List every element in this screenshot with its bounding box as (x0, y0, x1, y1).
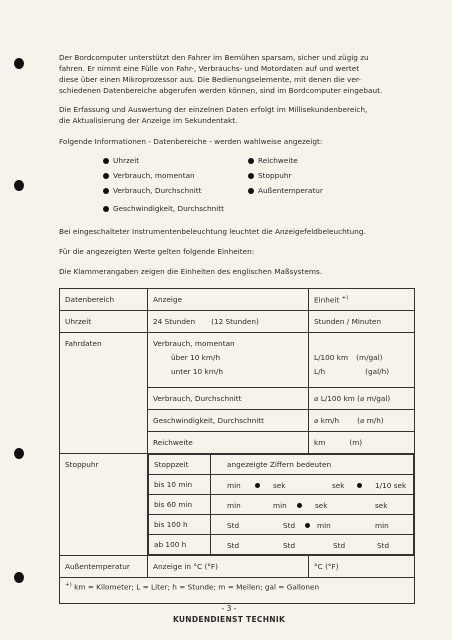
stoppuhr-subtable (148, 454, 414, 555)
cell-text: sek (375, 501, 388, 510)
table-header-row (60, 289, 415, 311)
bullet-item (103, 171, 195, 180)
cell-text: (gal/h) (365, 367, 390, 376)
cell-text: bis 10 min (149, 475, 211, 495)
footnote-marker: +) (341, 294, 349, 301)
bullet-item (248, 171, 291, 180)
info-bullet-list (103, 156, 403, 218)
cell-text: Std (377, 541, 390, 550)
cell-text: bis 100 h (149, 515, 211, 535)
cell-text: Std (283, 541, 296, 550)
einheiten-paragraph (59, 246, 431, 257)
punch-hole (14, 58, 24, 69)
bullet-icon (103, 206, 109, 212)
row-label: Außentemperatur (60, 556, 148, 578)
cell-text: 1/10 sek (375, 481, 407, 490)
bullet-item (248, 156, 298, 165)
table-row-stoppuhr (60, 454, 415, 556)
cell-text: ab 100 h (149, 535, 211, 555)
cell-text: Anzeige in °C (°F) (148, 556, 309, 578)
cell-text: sek (315, 501, 328, 510)
bullet-icon (103, 158, 109, 164)
cell-text: ⌀ km/h (314, 416, 340, 425)
bullet-icon (248, 158, 254, 164)
footnote-marker: +) (65, 582, 72, 588)
unit-line (314, 365, 409, 379)
cell-text: min (273, 501, 287, 510)
bullet-label: Verbrauch, Durchschnitt (113, 186, 202, 195)
bullet-icon (103, 173, 109, 179)
bullet-label: Stoppuhr (258, 171, 292, 180)
text-line: Bei eingeschalteter Instrumentenbeleuchtung leuchtet die Anzeigefeldbeleuchtung. (59, 227, 366, 236)
cell-text: 24 Stunden (153, 317, 196, 326)
punch-hole (14, 180, 24, 191)
text-line: fahren. Er nimmt eine Fülle von Fahr-, Verbrauchs- und Motordaten auf und wertet (59, 64, 360, 73)
cell-text: km (314, 438, 326, 447)
cell-text: sek (273, 481, 286, 490)
text-line: schiedenen Datenbereiche abgerufen werden können, sind im Bordcomputer eingebaut. (59, 86, 383, 95)
bullet-item (103, 156, 139, 165)
cell-unit (309, 388, 415, 410)
cell-text: L/100 km (314, 353, 349, 362)
page-footer (59, 604, 399, 624)
cell-text: Std (333, 541, 346, 550)
stoppuhr-row (149, 535, 414, 555)
bullet-label: Verbrauch, momentan (113, 171, 195, 180)
bullet-item (103, 186, 201, 195)
separator-dot-icon (357, 483, 362, 488)
cell-unit (309, 432, 415, 454)
cell-text: min (375, 521, 389, 530)
bullet-item (103, 204, 224, 213)
unit-line (314, 351, 409, 365)
separator-dot-icon (255, 483, 260, 488)
text-line: die Aktualisierung der Anzeige im Sekundentakt. (59, 116, 238, 125)
bullet-icon (248, 173, 254, 179)
cell-text: Reichweite (148, 432, 309, 454)
header-einheit (309, 289, 415, 311)
erfassung-paragraph (59, 104, 431, 126)
table-row-fahrdaten (60, 333, 415, 388)
digits-cell (211, 475, 414, 495)
bullet-label: Uhrzeit (113, 156, 140, 165)
cell-text: (⌀ m/h) (357, 416, 384, 425)
bullet-item (248, 186, 323, 195)
cell-text: min (317, 521, 331, 530)
text-line: Die Klammerangaben zeigen die Einheiten des englischen Maßsystems. (59, 267, 323, 276)
stoppuhr-subtable-cell (148, 454, 415, 556)
cell-text: (12 Stunden) (211, 317, 259, 326)
text-line: Folgende Informationen - Datenbereiche - werden wahlweise angezeigt: (59, 137, 323, 146)
stoppuhr-row (149, 495, 414, 515)
header-datenbereich: Datenbereich (60, 289, 148, 311)
bullet-label: Außentemperatur (258, 186, 323, 195)
cell-text: Verbrauch, momentan (153, 339, 235, 348)
footer-brand: KUNDENDIENST TECHNIK (172, 615, 286, 624)
cell-text: angezeigte Ziffern bedeuten (211, 455, 414, 475)
units-table (59, 288, 415, 604)
row-label: Fahrdaten (60, 333, 148, 454)
cell-unit (309, 410, 415, 432)
page-number: - 3 - (221, 604, 237, 613)
header-einheit-label: Einheit (314, 295, 340, 305)
bullet-label: Reichweite (258, 156, 298, 165)
cell-text: (⌀ m/gal) (357, 394, 391, 403)
row-label: Uhrzeit (60, 311, 148, 333)
klammer-paragraph (59, 266, 431, 277)
digits-cell (211, 535, 414, 555)
table-row-temperatur (60, 556, 415, 578)
table-footnote-row (60, 578, 415, 604)
cell-text: Geschwindigkeit, Durchschnitt (148, 410, 309, 432)
bullet-icon (103, 188, 109, 194)
cell-text: ⌀ L/100 km (314, 394, 355, 403)
intro-paragraph (59, 52, 431, 96)
cell-text: unter 10 km/h (171, 367, 223, 376)
cell-text: (m) (349, 438, 363, 447)
digits-cell (211, 495, 414, 515)
cell-text: über 10 km/h (171, 353, 221, 362)
row-label: Stoppuhr (60, 454, 148, 556)
bullet-label: Geschwindigkeit, Durchschnitt (113, 204, 225, 213)
footnote-cell (60, 578, 415, 604)
cell-text: min (227, 481, 241, 490)
cell-text: Verbrauch, Durchschnitt (148, 388, 309, 410)
punch-hole (14, 448, 24, 459)
text-line: Für die angezeigten Werte gelten folgende Einheiten: (59, 247, 255, 256)
cell-anzeige (148, 333, 309, 388)
separator-dot-icon (305, 523, 310, 528)
punch-hole (14, 572, 24, 583)
cell-text: bis 60 min (149, 495, 211, 515)
text-line: diese über einen Mikroprozessor aus. Die Bedienungselemente, mit denen die ver- (59, 75, 361, 84)
text-line: Der Bordcomputer unterstützt den Fahrer im Bemühen sparsam, sicher und zügig zu (59, 53, 369, 62)
cell-anzeige (148, 311, 309, 333)
stoppuhr-head-row (149, 455, 414, 475)
folgende-paragraph (59, 136, 431, 147)
digits-cell (211, 515, 414, 535)
cell-text: L/h (314, 367, 326, 376)
separator-dot-icon (297, 503, 302, 508)
cell-text: Std (227, 541, 240, 550)
cell-unit: Stunden / Minuten (309, 311, 415, 333)
header-anzeige: Anzeige (148, 289, 309, 311)
footnote-text: km = Kilometer; L = Liter; h = Stunde; m = Meilen; gal = Gallonen (74, 582, 320, 592)
stoppuhr-row (149, 515, 414, 535)
bullet-icon (248, 188, 254, 194)
table-row-uhrzeit (60, 311, 415, 333)
cell-text: Std (283, 521, 296, 530)
cell-text: sek (332, 481, 345, 490)
cell-unit (309, 333, 415, 388)
beleuchtung-paragraph (59, 226, 431, 237)
cell-text: (m/gal) (356, 353, 383, 362)
cell-text: min (227, 501, 241, 510)
cell-unit: °C (°F) (309, 556, 415, 578)
cell-text: Std (227, 521, 240, 530)
text-line: Die Erfassung und Auswertung der einzelnen Daten erfolgt im Millisekundenbereich, (59, 105, 368, 114)
stoppuhr-row (149, 475, 414, 495)
cell-text: Stoppzeit (149, 455, 211, 475)
